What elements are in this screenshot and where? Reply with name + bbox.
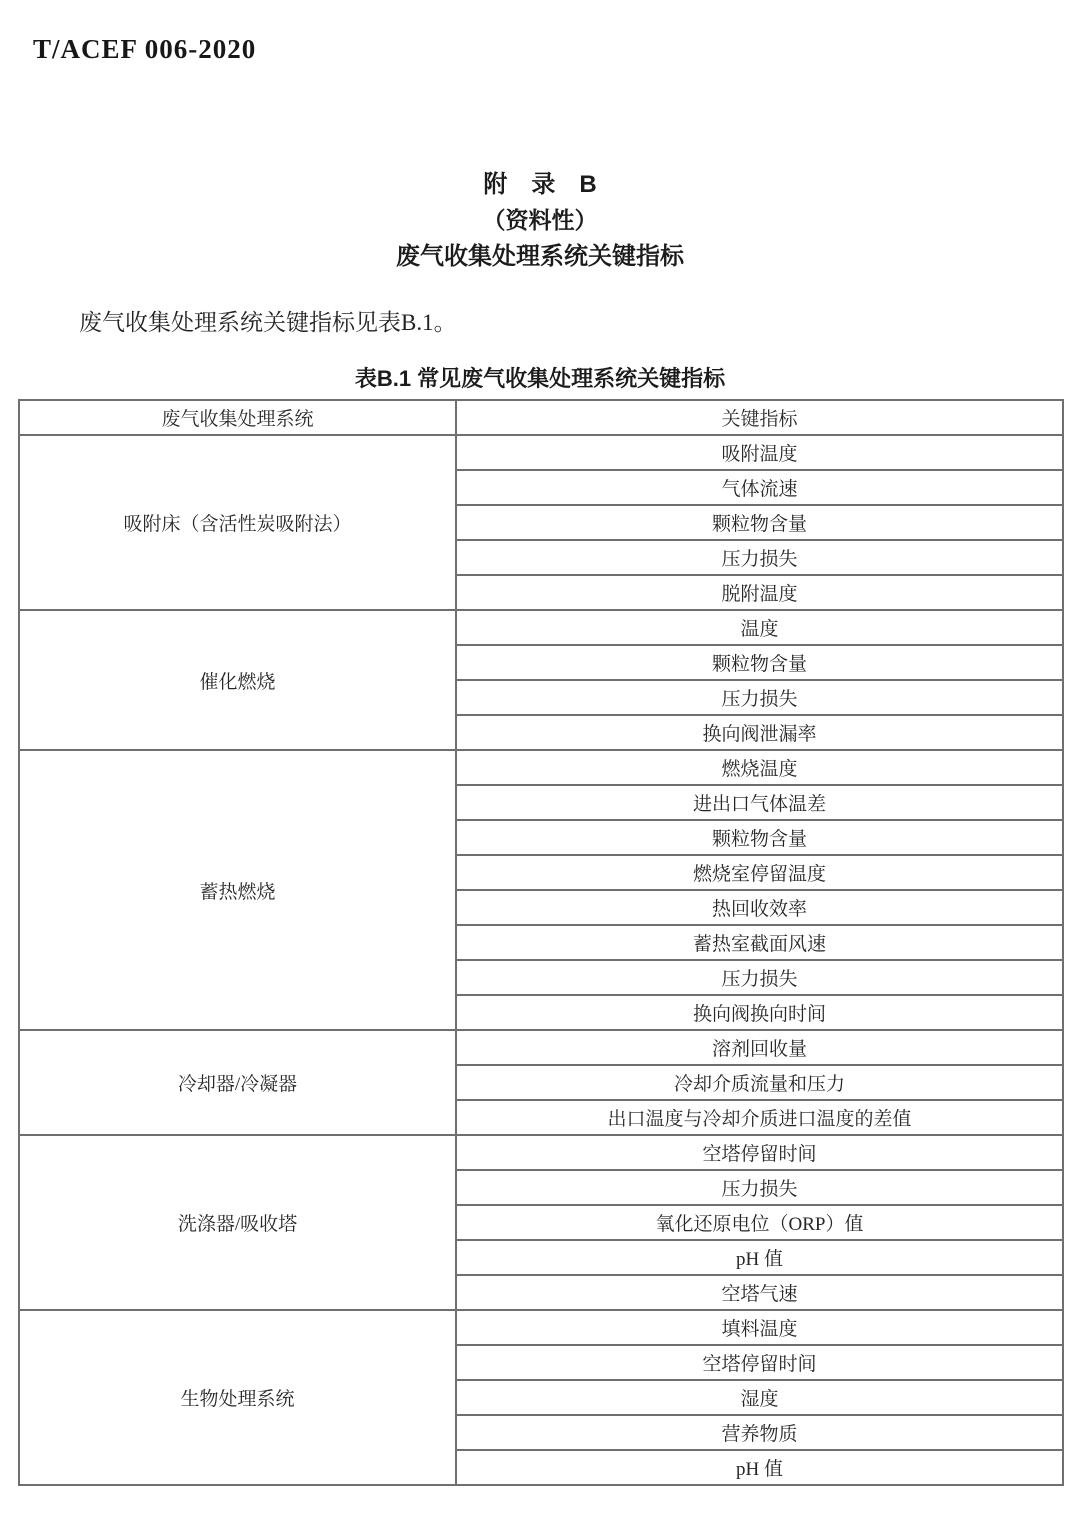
indicators-table — [18, 399, 1064, 1486]
indicator-cell: 颗粒物含量 — [456, 645, 1063, 680]
appendix-heading: 附 录 B — [483, 171, 597, 198]
system-cell: 洗涤器/吸收塔 — [19, 1135, 456, 1310]
intro-paragraph: 废气收集处理系统关键指标见表B.1。 — [79, 310, 457, 335]
table-row — [19, 1030, 1063, 1065]
indicator-cell: 颗粒物含量 — [456, 505, 1063, 540]
indicator-cell: 换向阀泄漏率 — [456, 715, 1063, 750]
system-cell: 吸附床（含活性炭吸附法） — [19, 435, 456, 610]
indicator-cell: 溶剂回收量 — [456, 1030, 1063, 1065]
indicator-cell: 颗粒物含量 — [456, 820, 1063, 855]
table-caption: 表B.1 常见废气收集处理系统关键指标 — [354, 366, 726, 391]
system-cell: 蓄热燃烧 — [19, 750, 456, 1030]
indicator-cell: 空塔停留时间 — [456, 1135, 1063, 1170]
indicator-cell: 氧化还原电位（ORP）值 — [456, 1205, 1063, 1240]
indicator-cell: 空塔气速 — [456, 1275, 1063, 1310]
indicator-cell: 填料温度 — [456, 1310, 1063, 1345]
indicator-cell: pH 值 — [456, 1450, 1063, 1485]
system-cell: 生物处理系统 — [19, 1310, 456, 1485]
standard-number: T/ACEF 006-2020 — [33, 34, 257, 64]
indicator-cell: 燃烧室停留温度 — [456, 855, 1063, 890]
column-header-system: 废气收集处理系统 — [19, 400, 456, 435]
system-cell: 冷却器/冷凝器 — [19, 1030, 456, 1135]
table-row — [19, 435, 1063, 470]
indicator-cell: 换向阀换向时间 — [456, 995, 1063, 1030]
appendix-title-block — [0, 172, 1080, 270]
indicator-cell: 气体流速 — [456, 470, 1063, 505]
system-cell: 催化燃烧 — [19, 610, 456, 750]
indicator-cell: 出口温度与冷却介质进口温度的差值 — [456, 1100, 1063, 1135]
appendix-informative-label: （资料性） — [482, 207, 598, 233]
indicator-cell: 压力损失 — [456, 540, 1063, 575]
indicator-cell: 湿度 — [456, 1380, 1063, 1415]
indicator-cell: 压力损失 — [456, 680, 1063, 715]
indicator-cell: pH 值 — [456, 1240, 1063, 1275]
indicator-cell: 温度 — [456, 610, 1063, 645]
indicator-cell: 压力损失 — [456, 960, 1063, 995]
table-row — [19, 750, 1063, 785]
indicator-cell: 吸附温度 — [456, 435, 1063, 470]
indicator-cell: 蓄热室截面风速 — [456, 925, 1063, 960]
indicator-cell: 脱附温度 — [456, 575, 1063, 610]
indicator-cell: 冷却介质流量和压力 — [456, 1065, 1063, 1100]
indicator-cell: 压力损失 — [456, 1170, 1063, 1205]
column-header-indicator: 关键指标 — [456, 400, 1063, 435]
indicator-cell: 燃烧温度 — [456, 750, 1063, 785]
indicator-cell: 热回收效率 — [456, 890, 1063, 925]
table-row — [19, 1310, 1063, 1345]
indicator-cell: 空塔停留时间 — [456, 1345, 1063, 1380]
indicator-cell: 进出口气体温差 — [456, 785, 1063, 820]
table-row — [19, 1135, 1063, 1170]
table-row — [19, 610, 1063, 645]
indicator-cell: 营养物质 — [456, 1415, 1063, 1450]
table-header-row — [19, 400, 1063, 435]
appendix-subject-title: 废气收集处理系统关键指标 — [396, 243, 684, 270]
